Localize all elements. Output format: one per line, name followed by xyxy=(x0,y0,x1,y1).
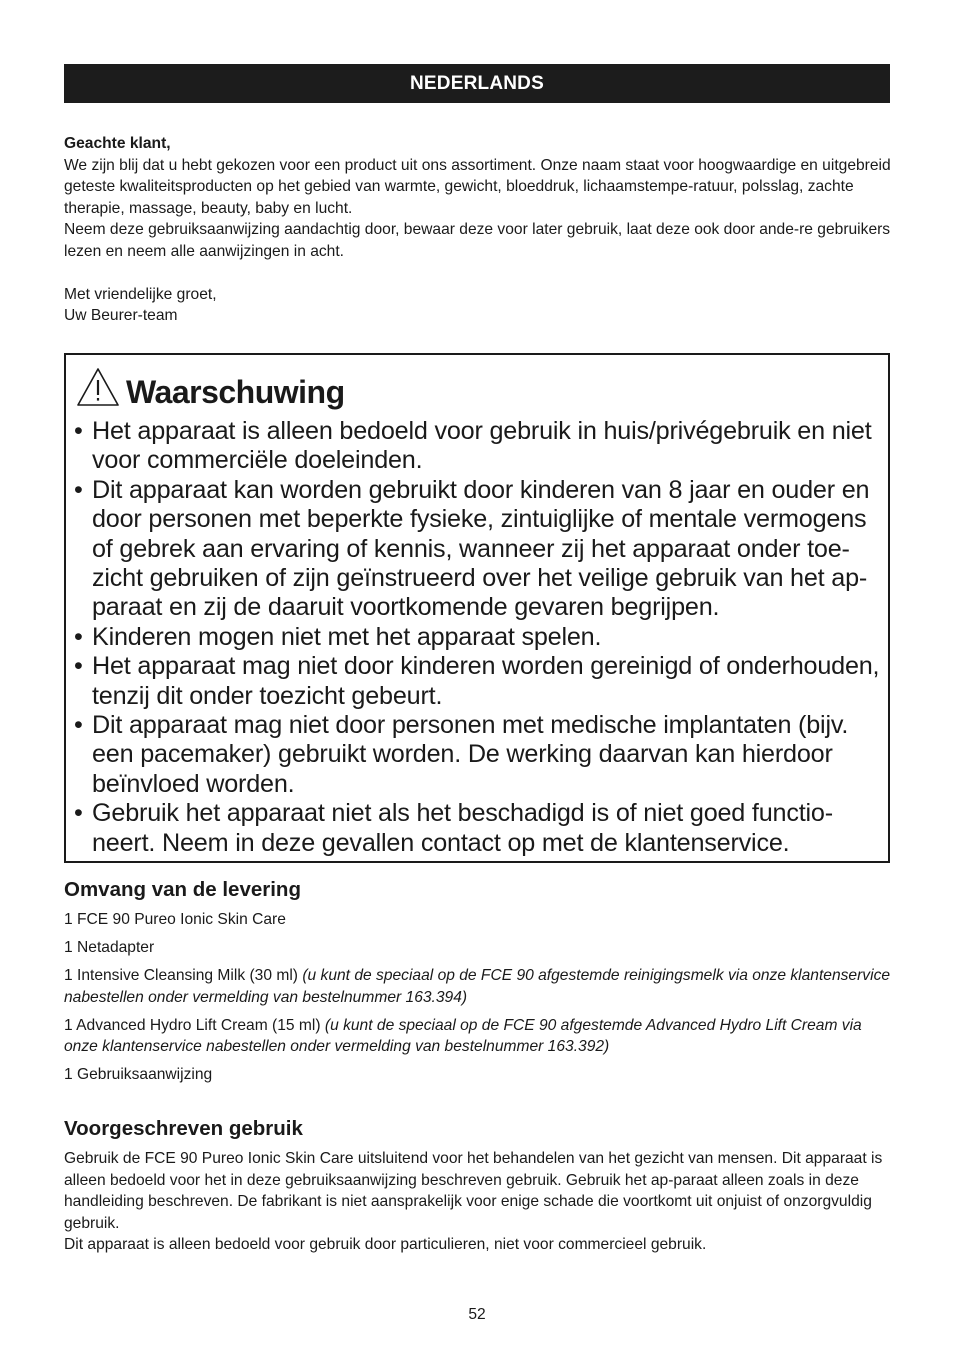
bullet: • xyxy=(74,799,83,828)
scope-item-text: 1 FCE 90 Pureo Ionic Skin Care xyxy=(64,911,286,928)
usage-paragraph: Gebruik de FCE 90 Pureo Ionic Skin Care uitsluitend voor het behandelen van het gezicht van mensen. Dit apparaat is alleen bedoeld voor het in deze gebruiksaanwijzing beschreven gebruik. Gebruik het ap-paraat alleen zoals in deze handleiding beschreven. De fabrikant is niet aansprakelijk voor enige schade die voortkomt uit onjuist of onzorgvuldig gebruik. xyxy=(64,1150,883,1232)
signature: Uw Beurer-team xyxy=(64,307,178,324)
scope-item xyxy=(64,1015,892,1058)
warning-item xyxy=(74,711,882,799)
intro-instructions: Neem deze gebruiksaanwijzing aandachtig door, bewaar deze voor later gebruik, laat deze ook door ande-re gebruikers lezen en neem alle aanwijzingen in acht. xyxy=(64,221,891,260)
warning-triangle-icon xyxy=(76,367,120,407)
usage-section xyxy=(64,1116,892,1256)
language-banner: NEDERLANDS xyxy=(64,64,890,103)
scope-item xyxy=(64,965,892,1008)
intro-paragraph: We zijn blij dat u hebt gekozen voor een product uit ons assortiment. Onze naam staat voor hoogwaardige en uitgebreid geteste kwaliteitsproducten op het gebied van warmte, gewicht, bloeddruk, lichaamstempe-ratuur, polsslag, zachte therapie, massage, beauty, baby en lucht. xyxy=(64,156,891,217)
warning-list xyxy=(74,417,882,858)
scope-item-text: 1 Advanced Hydro Lift Cream (15 ml) xyxy=(64,1016,321,1034)
warning-item xyxy=(74,652,882,711)
warning-item xyxy=(74,799,882,858)
page-number: 52 xyxy=(468,1306,486,1323)
bullet: • xyxy=(74,475,83,504)
scope-item xyxy=(64,1064,892,1086)
usage-paragraph-private: Dit apparaat is alleen bedoeld voor gebruik door particulieren, niet voor commercieel gebruik. xyxy=(64,1236,707,1253)
scope-item-text: 1 Netadapter xyxy=(64,939,155,956)
bullet: • xyxy=(74,711,83,740)
warning-item-text: Dit apparaat kan worden gebruikt door kinderen van 8 jaar en ouder en door personen met beperkte fysieke, zintuiglijke of mentale vermogens of gebrek aan ervaring of kennis, wanneer zij het apparaat onder toe-zicht gebruiken of zijn geïnstrueerd over het veilige gebruik van het ap-paraat en zij de daaruit voortkomende gevaren begrijpen. xyxy=(92,475,870,622)
usage-heading: Voorgeschreven gebruik xyxy=(64,1117,303,1140)
warning-item-text: Dit apparaat mag niet door personen met medische implantaten (bijv. een pacemaker) gebruikt worden. De werking daarvan kan hierdoor beïnvloed worden. xyxy=(92,711,849,798)
scope-heading: Omvang van de levering xyxy=(64,878,301,901)
salutation: Geachte klant, xyxy=(64,135,171,152)
warning-item-text: Kinderen mogen niet met het apparaat spelen. xyxy=(92,622,602,651)
scope-item xyxy=(64,937,892,959)
warning-box xyxy=(64,353,890,863)
warning-item-text: Het apparaat is alleen bedoeld voor gebruik in huis/privégebruik en niet voor commerciële doeleinden. xyxy=(92,417,872,475)
scope-section xyxy=(64,877,892,1092)
bullet: • xyxy=(74,417,83,445)
scope-item-text: 1 Gebruiksaanwijzing xyxy=(64,1066,213,1083)
warning-item-text: Het apparaat mag niet door kinderen worden gereinigd of onderhouden, tenzij dit onder toezicht gebeurt. xyxy=(92,652,880,710)
intro-section xyxy=(64,133,892,327)
scope-item-note: (u kunt de speciaal op de FCE 90 afgestemde Advanced Hydro Lift Cream via onze klantenservice nabestellen onder vermelding van bestelnummer 163.392) xyxy=(64,1016,862,1055)
warning-item xyxy=(74,476,882,623)
warning-header xyxy=(76,367,345,410)
warning-item-text: Gebruik het apparaat niet als het beschadigd is of niet goed functio-neert. Neem in deze gevallen contact op met de klantenservice. xyxy=(92,799,833,857)
scope-list xyxy=(64,909,892,1086)
scope-item-note: (u kunt de speciaal op de FCE 90 afgestemde reinigingsmelk via onze klantenservice nabestellen onder vermelding van bestelnummer 163.394) xyxy=(64,967,891,1006)
warning-item xyxy=(74,417,882,476)
scope-item xyxy=(64,909,892,931)
warning-title: Waarschuwing xyxy=(126,374,345,410)
warning-item xyxy=(74,623,882,652)
scope-item-text: 1 Intensive Cleansing Milk (30 ml) xyxy=(64,967,298,984)
bullet: • xyxy=(74,622,83,651)
bullet: • xyxy=(74,652,83,681)
closing: Met vriendelijke groet, xyxy=(64,285,217,303)
spacer xyxy=(64,262,892,284)
